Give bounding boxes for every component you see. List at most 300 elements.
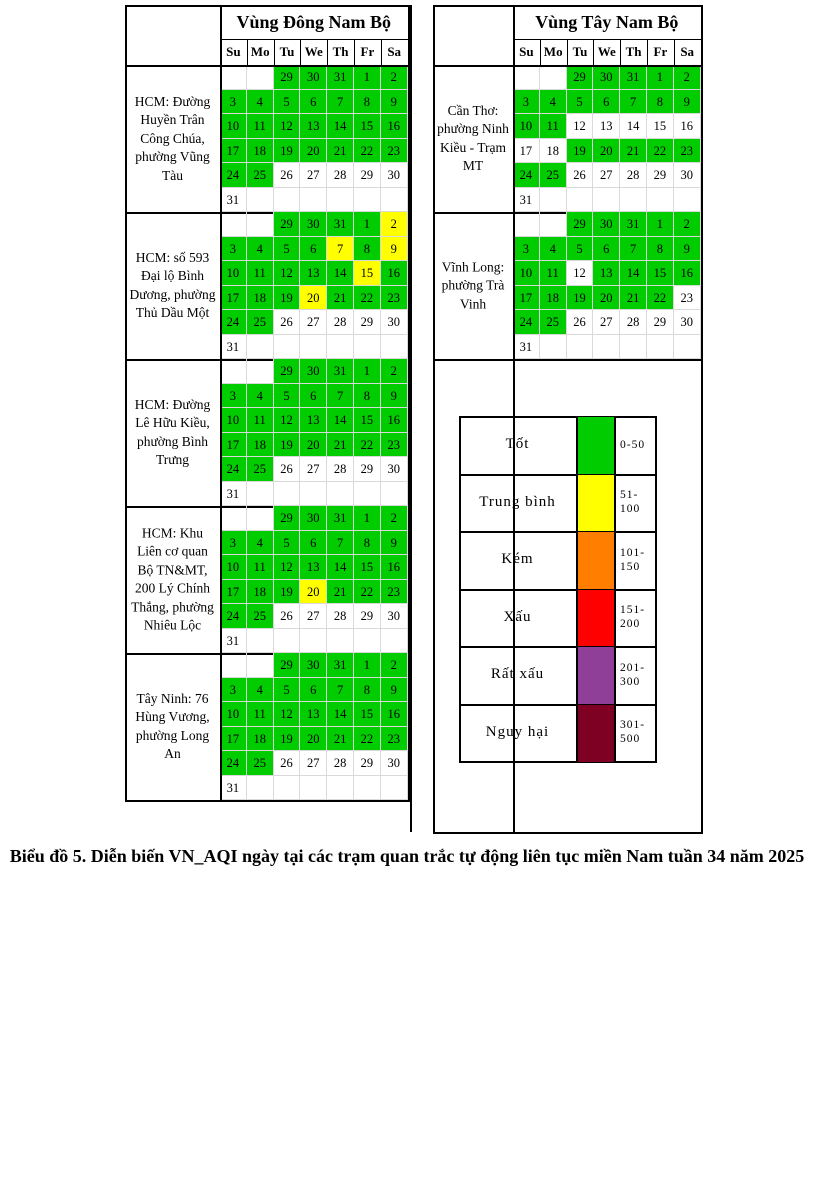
frame-top — [433, 5, 702, 7]
day-cell: 10 — [220, 702, 247, 727]
day-cell: 6 — [300, 384, 327, 409]
weekday-divider — [567, 39, 568, 65]
day-cell — [647, 188, 674, 213]
day-cell: 17 — [220, 727, 247, 752]
day-cell: 17 — [513, 139, 540, 164]
day-cell: 8 — [647, 90, 674, 115]
day-cell: 21 — [327, 139, 354, 164]
day-cell: 24 — [513, 310, 540, 335]
day-cell: 25 — [247, 457, 274, 482]
day-cell: 30 — [300, 359, 327, 384]
weekday-divider — [274, 39, 275, 65]
day-cell — [513, 212, 540, 237]
day-cell — [513, 65, 540, 90]
day-cell: 1 — [354, 653, 381, 678]
day-cell — [247, 65, 274, 90]
day-cell: 16 — [381, 408, 408, 433]
weekday-label: Mo — [543, 44, 563, 59]
day-cell: 16 — [674, 114, 701, 139]
day-cell — [247, 482, 274, 507]
day-cell: 3 — [513, 90, 540, 115]
day-cell: 22 — [354, 286, 381, 311]
day-cell: 19 — [274, 286, 301, 311]
day-cell: 8 — [647, 237, 674, 262]
day-cell: 8 — [354, 531, 381, 556]
day-cell: 3 — [220, 237, 247, 262]
weekday-divider — [381, 39, 382, 65]
day-cell: 31 — [220, 188, 247, 213]
day-cell: 4 — [540, 237, 567, 262]
day-cell: 29 — [354, 604, 381, 629]
station-name: Tây Ninh: 76 Hùng Vương, phường Long An — [135, 690, 210, 761]
day-cell: 20 — [593, 286, 620, 311]
day-cell — [381, 776, 408, 801]
day-cell: 1 — [354, 506, 381, 531]
day-cell: 25 — [540, 163, 567, 188]
day-cell: 12 — [274, 261, 301, 286]
weekday-label: Th — [625, 44, 642, 59]
legend-swatch — [576, 705, 616, 763]
day-cell: 29 — [354, 163, 381, 188]
day-cell: 20 — [300, 433, 327, 458]
day-cell: 26 — [274, 310, 301, 335]
day-cell: 29 — [274, 653, 301, 678]
day-cell: 30 — [381, 457, 408, 482]
day-cell: 4 — [247, 384, 274, 409]
day-cell: 15 — [647, 114, 674, 139]
day-cell: 14 — [327, 261, 354, 286]
day-cell — [620, 335, 647, 360]
weekday-label: Su — [226, 44, 241, 59]
day-cell — [247, 776, 274, 801]
day-cell: 8 — [354, 90, 381, 115]
day-cell — [274, 776, 301, 801]
day-cell: 26 — [274, 163, 301, 188]
day-cell: 14 — [327, 555, 354, 580]
day-cell: 20 — [300, 727, 327, 752]
day-cell: 14 — [620, 261, 647, 286]
day-cell: 31 — [327, 653, 354, 678]
day-cell: 7 — [327, 90, 354, 115]
day-cell: 31 — [220, 776, 247, 801]
day-cell — [300, 335, 327, 360]
weekday-divider — [327, 39, 328, 65]
day-cell: 13 — [300, 555, 327, 580]
day-cell: 31 — [620, 212, 647, 237]
day-cell: 18 — [247, 580, 274, 605]
day-cell — [674, 335, 701, 360]
day-cell — [247, 653, 274, 678]
day-cell — [381, 629, 408, 654]
day-cell — [327, 629, 354, 654]
day-cell: 31 — [220, 482, 247, 507]
day-cell: 4 — [247, 531, 274, 556]
weekday-divider — [540, 39, 541, 65]
day-cell — [274, 188, 301, 213]
day-cell: 26 — [274, 751, 301, 776]
day-cell: 29 — [274, 506, 301, 531]
day-cell — [220, 65, 247, 90]
weekday-label: Sa — [680, 44, 695, 59]
day-cell: 11 — [540, 114, 567, 139]
station-name: HCM: số 593 Đại lộ Bình Dương, phường Thủ Dầu Một — [129, 249, 216, 320]
legend-label: Tốt — [505, 436, 530, 452]
frame-bottom — [125, 800, 410, 802]
day-cell: 20 — [300, 580, 327, 605]
day-cell — [540, 65, 567, 90]
day-cell: 5 — [274, 531, 301, 556]
legend-range: 301-500 — [620, 719, 646, 746]
day-cell — [381, 335, 408, 360]
frame-divider — [220, 5, 222, 800]
weekday-divider — [300, 39, 301, 65]
day-cell: 14 — [620, 114, 647, 139]
day-cell — [247, 188, 274, 213]
day-cell — [620, 188, 647, 213]
day-cell: 19 — [274, 139, 301, 164]
day-cell: 31 — [220, 335, 247, 360]
day-cell: 7 — [620, 90, 647, 115]
frame-left — [433, 5, 435, 832]
day-cell: 17 — [220, 139, 247, 164]
weekday-label: Fr — [360, 44, 375, 59]
day-cell: 18 — [247, 286, 274, 311]
day-cell: 7 — [327, 531, 354, 556]
station-name: HCM: Đường Lê Hữu Kiều, phường Bình Trưng — [134, 396, 211, 467]
day-cell — [300, 482, 327, 507]
day-cell: 3 — [220, 384, 247, 409]
day-cell: 24 — [220, 457, 247, 482]
legend-label: Rất xấu — [490, 666, 545, 682]
day-cell: 12 — [274, 408, 301, 433]
header-bottom-line — [125, 65, 408, 67]
day-cell: 22 — [354, 727, 381, 752]
day-cell: 18 — [247, 139, 274, 164]
day-cell: 26 — [274, 604, 301, 629]
day-cell: 28 — [620, 163, 647, 188]
day-cell — [567, 188, 594, 213]
day-cell: 24 — [220, 310, 247, 335]
day-cell: 31 — [513, 188, 540, 213]
legend-range: 51-100 — [620, 489, 641, 516]
caption-text: Biểu đồ 5. Diễn biến VN_AQI ngày tại các trạm quan trắc tự động liên tục miền Nam tuần 34 năm 2025 — [9, 846, 805, 866]
day-cell: 1 — [354, 65, 381, 90]
day-cell: 24 — [513, 163, 540, 188]
day-cell: 2 — [674, 212, 701, 237]
day-cell: 16 — [381, 702, 408, 727]
day-cell — [220, 212, 247, 237]
day-cell: 1 — [647, 65, 674, 90]
day-cell: 19 — [567, 139, 594, 164]
day-cell: 29 — [354, 310, 381, 335]
header-line — [513, 39, 701, 40]
day-cell: 22 — [647, 139, 674, 164]
day-cell: 28 — [327, 751, 354, 776]
day-cell: 18 — [247, 433, 274, 458]
station-name: HCM: Đường Huyền Trân Công Chúa, phường Vũng Tàu — [134, 93, 211, 183]
day-cell: 17 — [220, 433, 247, 458]
day-cell: 7 — [327, 678, 354, 703]
day-cell: 20 — [300, 139, 327, 164]
day-cell — [220, 653, 247, 678]
day-cell: 23 — [381, 139, 408, 164]
day-cell — [247, 359, 274, 384]
weekday-divider — [247, 39, 248, 65]
day-cell: 25 — [247, 163, 274, 188]
day-cell: 14 — [327, 408, 354, 433]
day-cell: 11 — [247, 702, 274, 727]
day-cell: 12 — [274, 555, 301, 580]
day-cell: 2 — [381, 65, 408, 90]
day-cell: 30 — [381, 310, 408, 335]
chart-caption — [0, 845, 814, 867]
day-cell: 27 — [300, 604, 327, 629]
day-cell: 22 — [647, 286, 674, 311]
day-cell: 10 — [220, 114, 247, 139]
day-cell — [647, 335, 674, 360]
legend-label: Kém — [501, 551, 534, 567]
day-cell: 29 — [274, 359, 301, 384]
day-cell: 2 — [381, 506, 408, 531]
day-cell: 21 — [327, 580, 354, 605]
day-cell: 15 — [354, 114, 381, 139]
day-cell: 15 — [354, 555, 381, 580]
day-cell: 9 — [381, 678, 408, 703]
day-cell — [300, 776, 327, 801]
day-cell — [540, 188, 567, 213]
legend-label: Xấu — [503, 608, 532, 625]
day-cell: 11 — [247, 114, 274, 139]
day-cell: 13 — [593, 114, 620, 139]
weekday-label: Tu — [572, 44, 588, 59]
day-cell: 20 — [593, 139, 620, 164]
day-cell: 8 — [354, 237, 381, 262]
day-cell — [381, 188, 408, 213]
day-cell: 6 — [593, 237, 620, 262]
day-cell: 1 — [647, 212, 674, 237]
day-cell: 23 — [381, 286, 408, 311]
day-cell: 29 — [647, 163, 674, 188]
day-cell — [274, 629, 301, 654]
day-cell — [327, 188, 354, 213]
day-cell: 30 — [381, 751, 408, 776]
legend-range: 201-300 — [620, 661, 646, 688]
day-cell: 7 — [327, 384, 354, 409]
station-name: Vĩnh Long: phường Trà Vinh — [441, 258, 505, 311]
weekday-label: We — [597, 44, 616, 59]
day-cell: 2 — [381, 359, 408, 384]
day-cell: 16 — [381, 555, 408, 580]
day-cell — [593, 335, 620, 360]
day-cell: 31 — [220, 629, 247, 654]
day-cell: 9 — [381, 237, 408, 262]
day-cell: 12 — [274, 114, 301, 139]
day-cell: 16 — [381, 261, 408, 286]
day-cell: 26 — [567, 310, 594, 335]
day-cell: 30 — [381, 163, 408, 188]
day-cell: 22 — [354, 139, 381, 164]
region-title: Vùng Đông Nam Bộ — [236, 12, 392, 32]
day-cell: 26 — [567, 163, 594, 188]
day-cell: 21 — [327, 433, 354, 458]
day-cell — [247, 629, 274, 654]
day-cell: 30 — [300, 212, 327, 237]
day-cell: 30 — [674, 163, 701, 188]
day-cell: 2 — [381, 212, 408, 237]
day-cell: 15 — [354, 261, 381, 286]
region-title: Vùng Tây Nam Bộ — [535, 12, 679, 32]
day-cell — [381, 482, 408, 507]
day-cell: 31 — [620, 65, 647, 90]
day-cell: 5 — [274, 237, 301, 262]
day-cell — [354, 776, 381, 801]
day-cell: 22 — [354, 433, 381, 458]
day-cell: 16 — [674, 261, 701, 286]
weekday-label: We — [304, 44, 323, 59]
day-cell: 15 — [354, 702, 381, 727]
day-cell: 6 — [593, 90, 620, 115]
day-cell: 27 — [300, 457, 327, 482]
day-cell: 13 — [300, 408, 327, 433]
day-cell: 13 — [300, 702, 327, 727]
day-cell: 10 — [220, 408, 247, 433]
day-cell: 21 — [620, 286, 647, 311]
weekday-label: Sa — [387, 44, 402, 59]
day-cell: 29 — [647, 310, 674, 335]
day-cell: 2 — [381, 653, 408, 678]
day-cell: 11 — [247, 555, 274, 580]
day-cell: 12 — [567, 261, 594, 286]
day-cell: 13 — [300, 114, 327, 139]
station-name: HCM: Khu Liên cơ quan Bộ TN&MT, 200 Lý Chính Thắng, phường Nhiêu Lộc — [131, 525, 214, 633]
day-cell: 25 — [247, 310, 274, 335]
day-cell: 28 — [620, 310, 647, 335]
weekday-label: Su — [519, 44, 534, 59]
day-cell: 6 — [300, 678, 327, 703]
day-cell: 29 — [567, 212, 594, 237]
day-cell: 2 — [674, 65, 701, 90]
day-cell: 21 — [327, 286, 354, 311]
day-cell: 24 — [220, 751, 247, 776]
day-cell: 25 — [247, 751, 274, 776]
day-cell: 28 — [327, 163, 354, 188]
day-cell — [327, 482, 354, 507]
day-cell: 17 — [513, 286, 540, 311]
day-cell: 27 — [593, 310, 620, 335]
day-cell: 23 — [381, 727, 408, 752]
weekday-label: Mo — [250, 44, 270, 59]
legend-range: 151-200 — [620, 604, 646, 631]
day-cell: 21 — [327, 727, 354, 752]
header-bottom-line — [433, 65, 701, 67]
weekday-label: Tu — [279, 44, 295, 59]
day-cell: 9 — [674, 90, 701, 115]
day-cell: 25 — [540, 310, 567, 335]
day-cell — [220, 359, 247, 384]
day-cell: 31 — [327, 65, 354, 90]
day-cell: 28 — [327, 604, 354, 629]
day-cell: 1 — [354, 212, 381, 237]
day-cell — [247, 506, 274, 531]
day-cell — [540, 335, 567, 360]
day-cell: 8 — [354, 678, 381, 703]
weekday-divider — [354, 39, 355, 65]
day-cell: 29 — [354, 457, 381, 482]
station-separator — [433, 359, 701, 361]
station-name: Cần Thơ: phường Ninh Kiều - Trạm MT — [437, 102, 509, 173]
day-cell: 22 — [354, 580, 381, 605]
day-cell: 23 — [674, 139, 701, 164]
day-cell: 15 — [647, 261, 674, 286]
day-cell: 3 — [220, 678, 247, 703]
day-cell: 7 — [327, 237, 354, 262]
weekday-divider — [674, 39, 675, 65]
day-cell: 9 — [381, 531, 408, 556]
day-cell: 12 — [274, 702, 301, 727]
frame-right — [701, 5, 703, 834]
day-cell: 23 — [381, 433, 408, 458]
day-cell — [274, 335, 301, 360]
day-cell — [354, 629, 381, 654]
day-cell: 11 — [247, 261, 274, 286]
day-cell: 27 — [300, 163, 327, 188]
day-cell: 24 — [220, 163, 247, 188]
day-cell: 10 — [220, 555, 247, 580]
day-cell: 30 — [593, 212, 620, 237]
day-cell: 3 — [220, 531, 247, 556]
day-cell: 14 — [327, 114, 354, 139]
legend-swatch — [576, 417, 616, 475]
weekday-label: Fr — [653, 44, 668, 59]
day-cell: 13 — [593, 261, 620, 286]
day-cell — [674, 188, 701, 213]
middle-edge — [410, 5, 412, 832]
day-cell: 27 — [300, 310, 327, 335]
day-cell: 30 — [300, 653, 327, 678]
day-cell — [593, 188, 620, 213]
day-cell — [540, 212, 567, 237]
day-cell: 30 — [593, 65, 620, 90]
day-cell: 31 — [327, 212, 354, 237]
day-cell: 4 — [247, 237, 274, 262]
day-cell: 1 — [354, 359, 381, 384]
day-cell: 5 — [567, 237, 594, 262]
day-cell: 9 — [381, 384, 408, 409]
day-cell: 6 — [300, 531, 327, 556]
legend-label: Trung bình — [479, 493, 556, 510]
day-cell: 18 — [247, 727, 274, 752]
day-cell: 29 — [354, 751, 381, 776]
day-cell: 17 — [220, 286, 247, 311]
day-cell: 18 — [540, 139, 567, 164]
day-cell: 10 — [220, 261, 247, 286]
day-cell: 5 — [274, 90, 301, 115]
day-cell — [354, 188, 381, 213]
legend-swatch — [576, 590, 616, 648]
legend-range: 101-150 — [620, 546, 646, 573]
day-cell — [300, 188, 327, 213]
day-cell: 31 — [327, 506, 354, 531]
day-cell — [327, 776, 354, 801]
day-cell: 4 — [247, 90, 274, 115]
day-cell: 15 — [354, 408, 381, 433]
day-cell — [354, 335, 381, 360]
legend-swatch — [576, 532, 616, 590]
day-cell — [247, 212, 274, 237]
day-cell: 28 — [327, 310, 354, 335]
day-cell: 30 — [381, 604, 408, 629]
day-cell: 30 — [300, 65, 327, 90]
